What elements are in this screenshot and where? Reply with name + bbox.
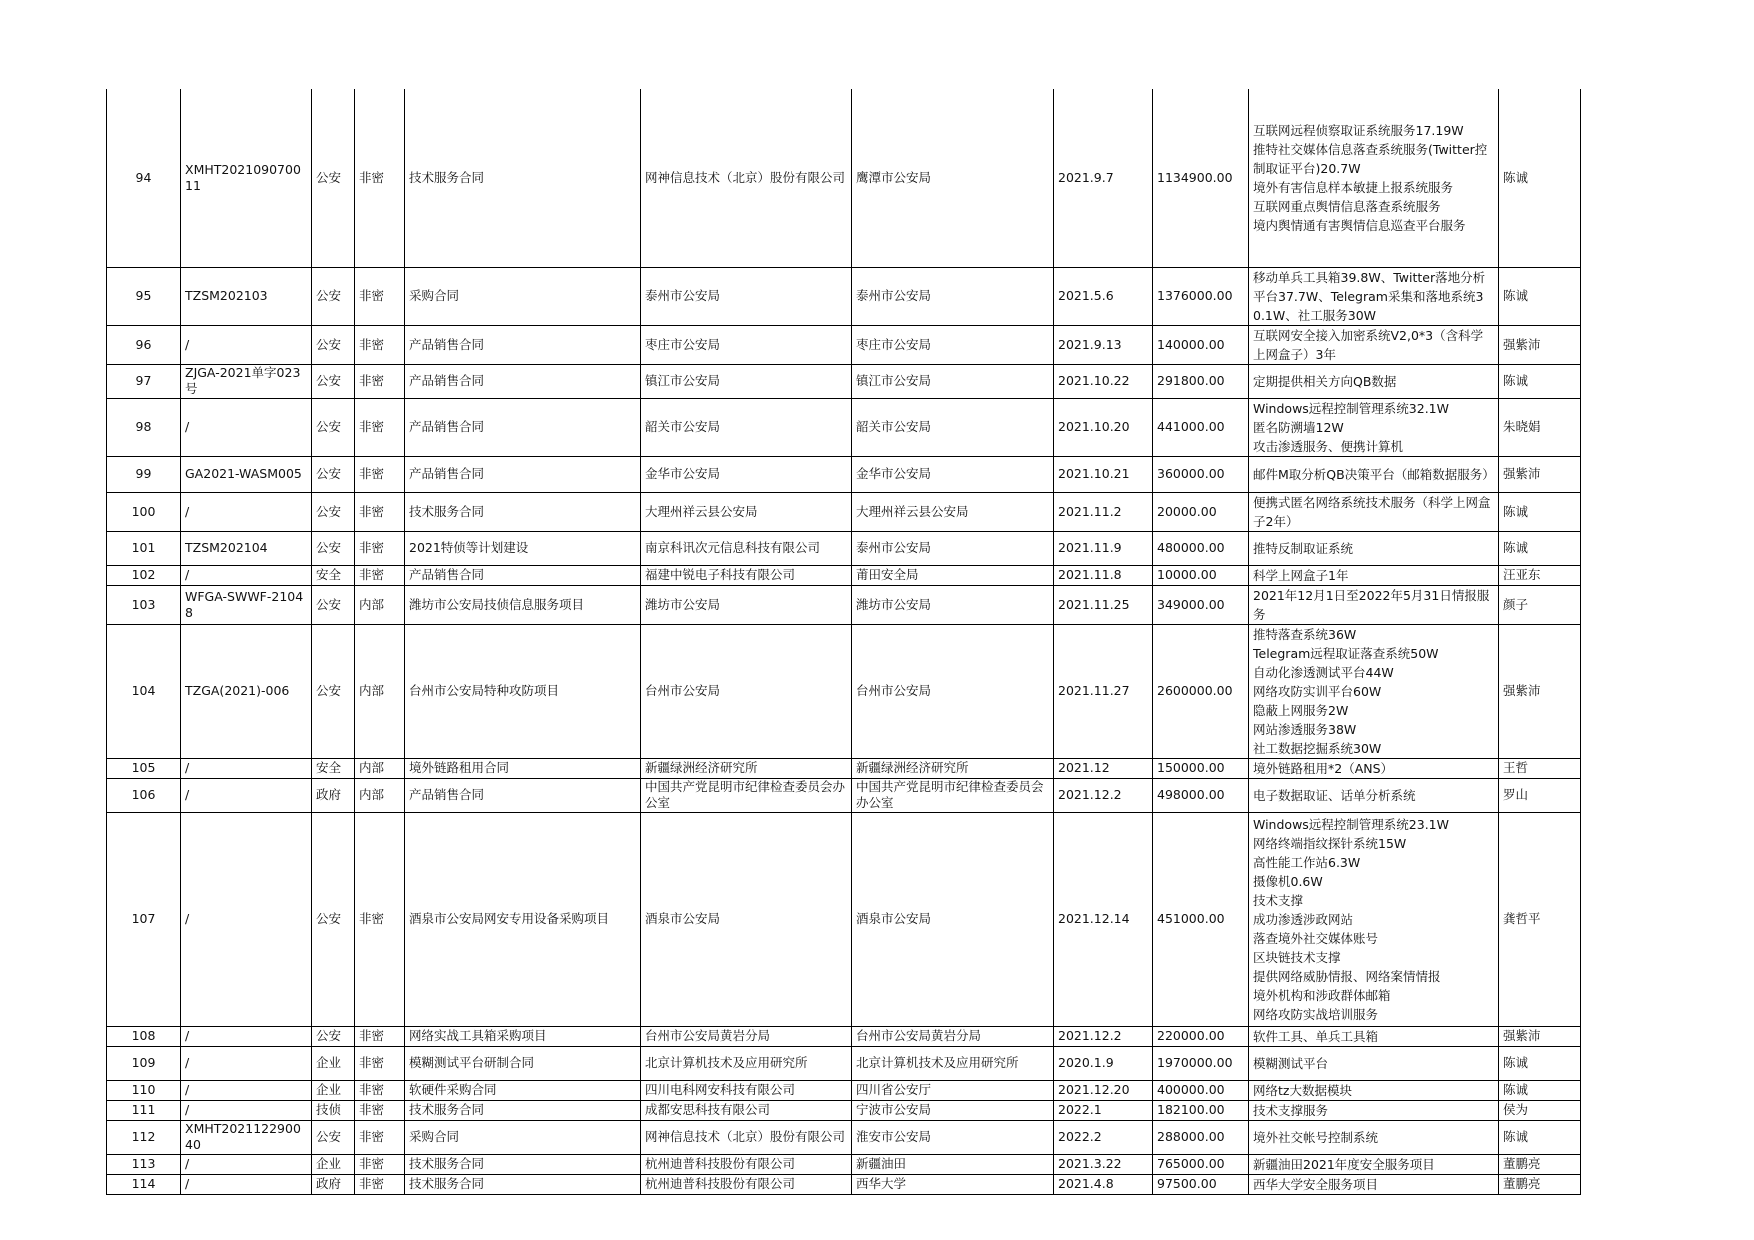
secrecy-level-cell: 非密 [355, 398, 405, 456]
party-b-cell: 泰州市公安局 [852, 531, 1054, 565]
content-line: 新疆油田2021年度安全服务项目 [1253, 1156, 1435, 1172]
content-line: 科学上网盒子1年 [1253, 567, 1349, 583]
person-in-charge-cell: 罗山 [1499, 778, 1581, 812]
amount-cell: 20000.00 [1153, 492, 1249, 531]
content-line: 邮件M取分析QB决策平台（邮箱数据服务） [1253, 466, 1495, 482]
contract-code-cell: / [181, 1046, 312, 1080]
person-in-charge-cell: 董鹏亮 [1499, 1174, 1581, 1194]
content-line: 境外社交帐号控制系统 [1253, 1129, 1379, 1145]
row-number-cell: 112 [107, 1120, 181, 1154]
person-in-charge-cell: 陈诚 [1499, 492, 1581, 531]
secrecy-level-cell: 非密 [355, 89, 405, 267]
sign-date-cell: 2021.11.2 [1054, 492, 1153, 531]
row-number-cell: 113 [107, 1154, 181, 1174]
sector-cell: 公安 [312, 585, 355, 624]
contract-code-cell: / [181, 1174, 312, 1194]
table-row [107, 325, 1581, 364]
person-in-charge-cell: 陈诚 [1499, 531, 1581, 565]
table-row [107, 1154, 1581, 1174]
secrecy-level-cell: 内部 [355, 585, 405, 624]
party-b-cell: 泰州市公安局 [852, 267, 1054, 325]
secrecy-level-cell: 非密 [355, 1154, 405, 1174]
contract-name-cell: 产品销售合同 [405, 398, 641, 456]
party-a-cell: 网神信息技术（北京）股份有限公司 [641, 1120, 852, 1154]
party-a-cell: 中国共产党昆明市纪律检查委员会办公室 [641, 778, 852, 812]
table-row [107, 1046, 1581, 1080]
amount-cell: 765000.00 [1153, 1154, 1249, 1174]
row-number-cell: 100 [107, 492, 181, 531]
table-row [107, 585, 1581, 624]
party-a-cell: 潍坊市公安局 [641, 585, 852, 624]
content-line: 2021年12月1日至2022年5月31日情报服务 [1253, 587, 1490, 622]
secrecy-level-cell: 非密 [355, 456, 405, 492]
amount-cell: 291800.00 [1153, 364, 1249, 398]
contract-code-cell: / [181, 398, 312, 456]
secrecy-level-cell: 非密 [355, 325, 405, 364]
row-number-cell: 114 [107, 1174, 181, 1194]
contract-name-cell: 境外链路租用合同 [405, 758, 641, 778]
party-a-cell: 韶关市公安局 [641, 398, 852, 456]
content-line: 网站渗透服务38W [1253, 721, 1357, 737]
contract-content-cell [1249, 1080, 1499, 1100]
party-b-cell: 台州市公安局黄岩分局 [852, 1026, 1054, 1046]
row-number-cell: 102 [107, 565, 181, 585]
contract-name-cell: 产品销售合同 [405, 456, 641, 492]
contract-table [106, 89, 1581, 1195]
person-in-charge-cell: 陈诚 [1499, 1080, 1581, 1100]
content-line: 互联网重点舆情信息落查系统服务 [1253, 198, 1441, 214]
sector-cell: 政府 [312, 1174, 355, 1194]
contract-content-cell [1249, 812, 1499, 1026]
amount-cell: 1376000.00 [1153, 267, 1249, 325]
table-row [107, 492, 1581, 531]
contract-content-cell [1249, 758, 1499, 778]
sector-cell: 企业 [312, 1154, 355, 1174]
table-row [107, 812, 1581, 1026]
content-line: 落查境外社交媒体账号 [1253, 930, 1379, 946]
party-a-cell: 台州市公安局黄岩分局 [641, 1026, 852, 1046]
person-in-charge-cell: 王哲 [1499, 758, 1581, 778]
contract-code-cell: WFGA-SWWF-21048 [181, 585, 312, 624]
sign-date-cell: 2021.10.21 [1054, 456, 1153, 492]
secrecy-level-cell: 非密 [355, 267, 405, 325]
amount-cell: 10000.00 [1153, 565, 1249, 585]
secrecy-level-cell: 非密 [355, 492, 405, 531]
content-line: 互联网远程侦察取证系统服务17.19W [1253, 122, 1464, 138]
secrecy-level-cell: 内部 [355, 624, 405, 758]
party-b-cell: 新疆油田 [852, 1154, 1054, 1174]
sector-cell: 公安 [312, 325, 355, 364]
content-line: 便携式匿名网络系统技术服务（科学上网盒子2年） [1253, 494, 1491, 529]
party-b-cell: 台州市公安局 [852, 624, 1054, 758]
sign-date-cell: 2021.11.8 [1054, 565, 1153, 585]
content-line: 区块链技术支撑 [1253, 949, 1341, 965]
table-row [107, 565, 1581, 585]
contract-content-cell [1249, 456, 1499, 492]
sector-cell: 安全 [312, 758, 355, 778]
amount-cell: 150000.00 [1153, 758, 1249, 778]
contract-code-cell: XMHT202109070011 [181, 89, 312, 267]
contract-code-cell: TZSM202104 [181, 531, 312, 565]
content-line: 互联网安全接入加密系统V2,0*3（含科学上网盒子）3年 [1253, 327, 1484, 362]
table-row [107, 1026, 1581, 1046]
row-number-cell: 111 [107, 1100, 181, 1120]
content-line: Telegram远程取证落查系统50W [1253, 645, 1439, 661]
amount-cell: 288000.00 [1153, 1120, 1249, 1154]
sector-cell: 公安 [312, 812, 355, 1026]
secrecy-level-cell: 内部 [355, 778, 405, 812]
person-in-charge-cell: 陈诚 [1499, 1120, 1581, 1154]
table-body [107, 89, 1581, 1194]
secrecy-level-cell: 内部 [355, 758, 405, 778]
sector-cell: 政府 [312, 778, 355, 812]
sector-cell: 公安 [312, 267, 355, 325]
content-line: 网络tz大数据模块 [1253, 1082, 1352, 1098]
contract-name-cell: 网络实战工具箱采购项目 [405, 1026, 641, 1046]
party-b-cell: 中国共产党昆明市纪律检查委员会办公室 [852, 778, 1054, 812]
party-a-cell: 泰州市公安局 [641, 267, 852, 325]
row-number-cell: 99 [107, 456, 181, 492]
contract-content-cell [1249, 1154, 1499, 1174]
table-row [107, 531, 1581, 565]
row-number-cell: 104 [107, 624, 181, 758]
amount-cell: 220000.00 [1153, 1026, 1249, 1046]
amount-cell: 97500.00 [1153, 1174, 1249, 1194]
row-number-cell: 103 [107, 585, 181, 624]
party-b-cell: 金华市公安局 [852, 456, 1054, 492]
secrecy-level-cell: 非密 [355, 1046, 405, 1080]
content-line: 境内舆情通有害舆情信息巡查平台服务 [1253, 217, 1466, 233]
sign-date-cell: 2021.11.27 [1054, 624, 1153, 758]
row-number-cell: 105 [107, 758, 181, 778]
sign-date-cell: 2021.10.22 [1054, 364, 1153, 398]
party-b-cell: 北京计算机技术及应用研究所 [852, 1046, 1054, 1080]
contract-code-cell: TZGA(2021)-006 [181, 624, 312, 758]
party-a-cell: 北京计算机技术及应用研究所 [641, 1046, 852, 1080]
secrecy-level-cell: 非密 [355, 1100, 405, 1120]
sign-date-cell: 2022.2 [1054, 1120, 1153, 1154]
contract-code-cell: TZSM202103 [181, 267, 312, 325]
contract-name-cell: 采购合同 [405, 267, 641, 325]
contract-code-cell: / [181, 1100, 312, 1120]
contract-code-cell: / [181, 812, 312, 1026]
content-line: 电子数据取证、话单分析系统 [1253, 787, 1416, 803]
content-line: 境外机构和涉政群体邮箱 [1253, 987, 1391, 1003]
contract-content-cell [1249, 325, 1499, 364]
sign-date-cell: 2020.1.9 [1054, 1046, 1153, 1080]
person-in-charge-cell: 颜子 [1499, 585, 1581, 624]
contract-content-cell [1249, 531, 1499, 565]
party-b-cell: 新疆绿洲经济研究所 [852, 758, 1054, 778]
person-in-charge-cell: 侯为 [1499, 1100, 1581, 1120]
person-in-charge-cell: 陈诚 [1499, 1046, 1581, 1080]
contract-content-cell [1249, 364, 1499, 398]
party-b-cell: 镇江市公安局 [852, 364, 1054, 398]
secrecy-level-cell: 非密 [355, 565, 405, 585]
table-row [107, 1100, 1581, 1120]
content-line: 境外有害信息样本敏捷上报系统服务 [1253, 179, 1454, 195]
contract-content-cell [1249, 1026, 1499, 1046]
sign-date-cell: 2021.3.22 [1054, 1154, 1153, 1174]
party-a-cell: 南京科讯次元信息科技有限公司 [641, 531, 852, 565]
contract-code-cell: / [181, 492, 312, 531]
party-b-cell: 四川省公安厅 [852, 1080, 1054, 1100]
sign-date-cell: 2021.12 [1054, 758, 1153, 778]
party-b-cell: 潍坊市公安局 [852, 585, 1054, 624]
table-row [107, 1080, 1581, 1100]
amount-cell: 360000.00 [1153, 456, 1249, 492]
row-number-cell: 109 [107, 1046, 181, 1080]
person-in-charge-cell: 强紫沛 [1499, 456, 1581, 492]
contract-name-cell: 产品销售合同 [405, 778, 641, 812]
person-in-charge-cell: 汪亚东 [1499, 565, 1581, 585]
table-row [107, 1120, 1581, 1154]
content-line: 推特反制取证系统 [1253, 540, 1354, 556]
row-number-cell: 107 [107, 812, 181, 1026]
contract-name-cell: 技术服务合同 [405, 1100, 641, 1120]
amount-cell: 400000.00 [1153, 1080, 1249, 1100]
sector-cell: 公安 [312, 1120, 355, 1154]
content-line: 网络攻防实战培训服务 [1253, 1006, 1379, 1022]
secrecy-level-cell: 非密 [355, 364, 405, 398]
person-in-charge-cell: 强紫沛 [1499, 624, 1581, 758]
contract-content-cell [1249, 778, 1499, 812]
party-b-cell: 莆田安全局 [852, 565, 1054, 585]
amount-cell: 498000.00 [1153, 778, 1249, 812]
content-line: 自动化渗透测试平台44W [1253, 664, 1394, 680]
contract-content-cell [1249, 492, 1499, 531]
party-b-cell: 韶关市公安局 [852, 398, 1054, 456]
sign-date-cell: 2021.12.2 [1054, 778, 1153, 812]
content-line: 攻击渗透服务、便携计算机 [1253, 438, 1404, 454]
content-line: 匿名防溯墙12W [1253, 419, 1344, 435]
contract-code-cell: XMHT202112290040 [181, 1120, 312, 1154]
sign-date-cell: 2021.9.7 [1054, 89, 1153, 267]
person-in-charge-cell: 朱晓娟 [1499, 398, 1581, 456]
contract-name-cell: 软硬件采购合同 [405, 1080, 641, 1100]
content-line: 移动单兵工具箱39.8W、Twitter落地分析平台37.7W、Telegram采集和落地系统30.1W、社工服务30W [1253, 269, 1486, 323]
sector-cell: 公安 [312, 531, 355, 565]
sector-cell: 公安 [312, 364, 355, 398]
party-a-cell: 镇江市公安局 [641, 364, 852, 398]
contract-content-cell [1249, 1046, 1499, 1080]
sector-cell: 企业 [312, 1046, 355, 1080]
amount-cell: 182100.00 [1153, 1100, 1249, 1120]
secrecy-level-cell: 非密 [355, 531, 405, 565]
contract-name-cell: 采购合同 [405, 1120, 641, 1154]
sign-date-cell: 2021.12.2 [1054, 1026, 1153, 1046]
content-line: 技术支撑 [1253, 892, 1304, 908]
row-number-cell: 97 [107, 364, 181, 398]
table-row [107, 364, 1581, 398]
person-in-charge-cell: 陈诚 [1499, 364, 1581, 398]
sector-cell: 公安 [312, 456, 355, 492]
party-b-cell: 酒泉市公安局 [852, 812, 1054, 1026]
contract-name-cell: 技术服务合同 [405, 1154, 641, 1174]
party-a-cell: 四川电科网安科技有限公司 [641, 1080, 852, 1100]
content-line: 软件工具、单兵工具箱 [1253, 1028, 1379, 1044]
party-a-cell: 新疆绿洲经济研究所 [641, 758, 852, 778]
sector-cell: 公安 [312, 89, 355, 267]
party-a-cell: 网神信息技术（北京）股份有限公司 [641, 89, 852, 267]
sector-cell: 技侦 [312, 1100, 355, 1120]
row-number-cell: 94 [107, 89, 181, 267]
row-number-cell: 108 [107, 1026, 181, 1046]
table-row [107, 267, 1581, 325]
table-row [107, 89, 1581, 267]
sign-date-cell: 2021.4.8 [1054, 1174, 1153, 1194]
secrecy-level-cell: 非密 [355, 812, 405, 1026]
content-line: 提供网络威胁情报、网络案情情报 [1253, 968, 1441, 984]
sign-date-cell: 2021.12.20 [1054, 1080, 1153, 1100]
contract-name-cell: 技术服务合同 [405, 492, 641, 531]
content-line: 推特落查系统36W [1253, 626, 1357, 642]
content-line: 隐蔽上网服务2W [1253, 702, 1349, 718]
content-line: 成功渗透涉政网站 [1253, 911, 1354, 927]
party-b-cell: 淮安市公安局 [852, 1120, 1054, 1154]
contract-code-cell: / [181, 778, 312, 812]
row-number-cell: 95 [107, 267, 181, 325]
contract-name-cell: 模糊测试平台研制合同 [405, 1046, 641, 1080]
contract-content-cell [1249, 267, 1499, 325]
sector-cell: 公安 [312, 398, 355, 456]
amount-cell: 1134900.00 [1153, 89, 1249, 267]
sign-date-cell: 2021.5.6 [1054, 267, 1153, 325]
contract-name-cell: 产品销售合同 [405, 364, 641, 398]
contract-name-cell: 台州市公安局特种攻防项目 [405, 624, 641, 758]
party-b-cell: 枣庄市公安局 [852, 325, 1054, 364]
contract-content-cell [1249, 565, 1499, 585]
row-number-cell: 96 [107, 325, 181, 364]
person-in-charge-cell: 陈诚 [1499, 89, 1581, 267]
content-line: Windows远程控制管理系统23.1W [1253, 816, 1449, 832]
row-number-cell: 106 [107, 778, 181, 812]
secrecy-level-cell: 非密 [355, 1080, 405, 1100]
sign-date-cell: 2021.10.20 [1054, 398, 1153, 456]
table-row [107, 456, 1581, 492]
contract-content-cell [1249, 1120, 1499, 1154]
content-line: 社工数据挖掘系统30W [1253, 740, 1382, 756]
table-row [107, 778, 1581, 812]
amount-cell: 480000.00 [1153, 531, 1249, 565]
contract-name-cell: 潍坊市公安局技侦信息服务项目 [405, 585, 641, 624]
content-line: 境外链路租用*2（ANS） [1253, 760, 1394, 776]
contract-name-cell: 2021特侦等计划建设 [405, 531, 641, 565]
party-a-cell: 金华市公安局 [641, 456, 852, 492]
content-line: 摄像机0.6W [1253, 873, 1323, 889]
person-in-charge-cell: 强紫沛 [1499, 325, 1581, 364]
party-a-cell: 枣庄市公安局 [641, 325, 852, 364]
contract-code-cell: / [181, 565, 312, 585]
person-in-charge-cell: 龚哲平 [1499, 812, 1581, 1026]
sector-cell: 公安 [312, 624, 355, 758]
content-line: 西华大学安全服务项目 [1253, 1176, 1379, 1192]
secrecy-level-cell: 非密 [355, 1174, 405, 1194]
party-a-cell: 酒泉市公安局 [641, 812, 852, 1026]
sign-date-cell: 2021.9.13 [1054, 325, 1153, 364]
table-row [107, 1174, 1581, 1194]
row-number-cell: 98 [107, 398, 181, 456]
content-line: 网络攻防实训平台60W [1253, 683, 1382, 699]
contract-content-cell [1249, 89, 1499, 267]
contract-content-cell [1249, 1100, 1499, 1120]
amount-cell: 2600000.00 [1153, 624, 1249, 758]
contract-name-cell: 产品销售合同 [405, 325, 641, 364]
sector-cell: 安全 [312, 565, 355, 585]
amount-cell: 349000.00 [1153, 585, 1249, 624]
party-a-cell: 台州市公安局 [641, 624, 852, 758]
table-row [107, 624, 1581, 758]
contract-code-cell: / [181, 758, 312, 778]
content-line: 网络终端指纹探针系统15W [1253, 835, 1407, 851]
party-a-cell: 大理州祥云县公安局 [641, 492, 852, 531]
amount-cell: 451000.00 [1153, 812, 1249, 1026]
secrecy-level-cell: 非密 [355, 1120, 405, 1154]
sign-date-cell: 2022.1 [1054, 1100, 1153, 1120]
amount-cell: 1970000.00 [1153, 1046, 1249, 1080]
sign-date-cell: 2021.11.25 [1054, 585, 1153, 624]
contract-code-cell: / [181, 1026, 312, 1046]
sector-cell: 公安 [312, 1026, 355, 1046]
content-line: Windows远程控制管理系统32.1W [1253, 400, 1449, 416]
row-number-cell: 110 [107, 1080, 181, 1100]
sector-cell: 公安 [312, 492, 355, 531]
content-line: 推特社交媒体信息落查系统服务(Twitter控制取证平台)20.7W [1253, 141, 1488, 176]
content-line: 高性能工作站6.3W [1253, 854, 1361, 870]
contract-content-cell [1249, 1174, 1499, 1194]
party-a-cell: 福建中锐电子科技有限公司 [641, 565, 852, 585]
person-in-charge-cell: 陈诚 [1499, 267, 1581, 325]
contract-code-cell: GA2021-WASM005 [181, 456, 312, 492]
contract-content-cell [1249, 398, 1499, 456]
contract-content-cell [1249, 624, 1499, 758]
party-b-cell: 大理州祥云县公安局 [852, 492, 1054, 531]
content-line: 模糊测试平台 [1253, 1055, 1329, 1071]
table-row [107, 398, 1581, 456]
sign-date-cell: 2021.11.9 [1054, 531, 1153, 565]
contract-code-cell: / [181, 325, 312, 364]
row-number-cell: 101 [107, 531, 181, 565]
sign-date-cell: 2021.12.14 [1054, 812, 1153, 1026]
party-a-cell: 成都安思科技有限公司 [641, 1100, 852, 1120]
sector-cell: 企业 [312, 1080, 355, 1100]
contract-code-cell: / [181, 1080, 312, 1100]
person-in-charge-cell: 董鹏亮 [1499, 1154, 1581, 1174]
contract-name-cell: 技术服务合同 [405, 1174, 641, 1194]
content-line: 技术支撑服务 [1253, 1102, 1329, 1118]
person-in-charge-cell: 强紫沛 [1499, 1026, 1581, 1046]
amount-cell: 441000.00 [1153, 398, 1249, 456]
secrecy-level-cell: 非密 [355, 1026, 405, 1046]
party-b-cell: 西华大学 [852, 1174, 1054, 1194]
party-b-cell: 鹰潭市公安局 [852, 89, 1054, 267]
table-row [107, 758, 1581, 778]
contract-name-cell: 技术服务合同 [405, 89, 641, 267]
contract-name-cell: 酒泉市公安局网安专用设备采购项目 [405, 812, 641, 1026]
contract-code-cell: / [181, 1154, 312, 1174]
party-b-cell: 宁波市公安局 [852, 1100, 1054, 1120]
content-line: 定期提供相关方向QB数据 [1253, 373, 1397, 389]
party-a-cell: 杭州迪普科技股份有限公司 [641, 1154, 852, 1174]
party-a-cell: 杭州迪普科技股份有限公司 [641, 1174, 852, 1194]
contract-name-cell: 产品销售合同 [405, 565, 641, 585]
contract-code-cell: ZJGA-2021单字023号 [181, 364, 312, 398]
amount-cell: 140000.00 [1153, 325, 1249, 364]
contract-content-cell [1249, 585, 1499, 624]
